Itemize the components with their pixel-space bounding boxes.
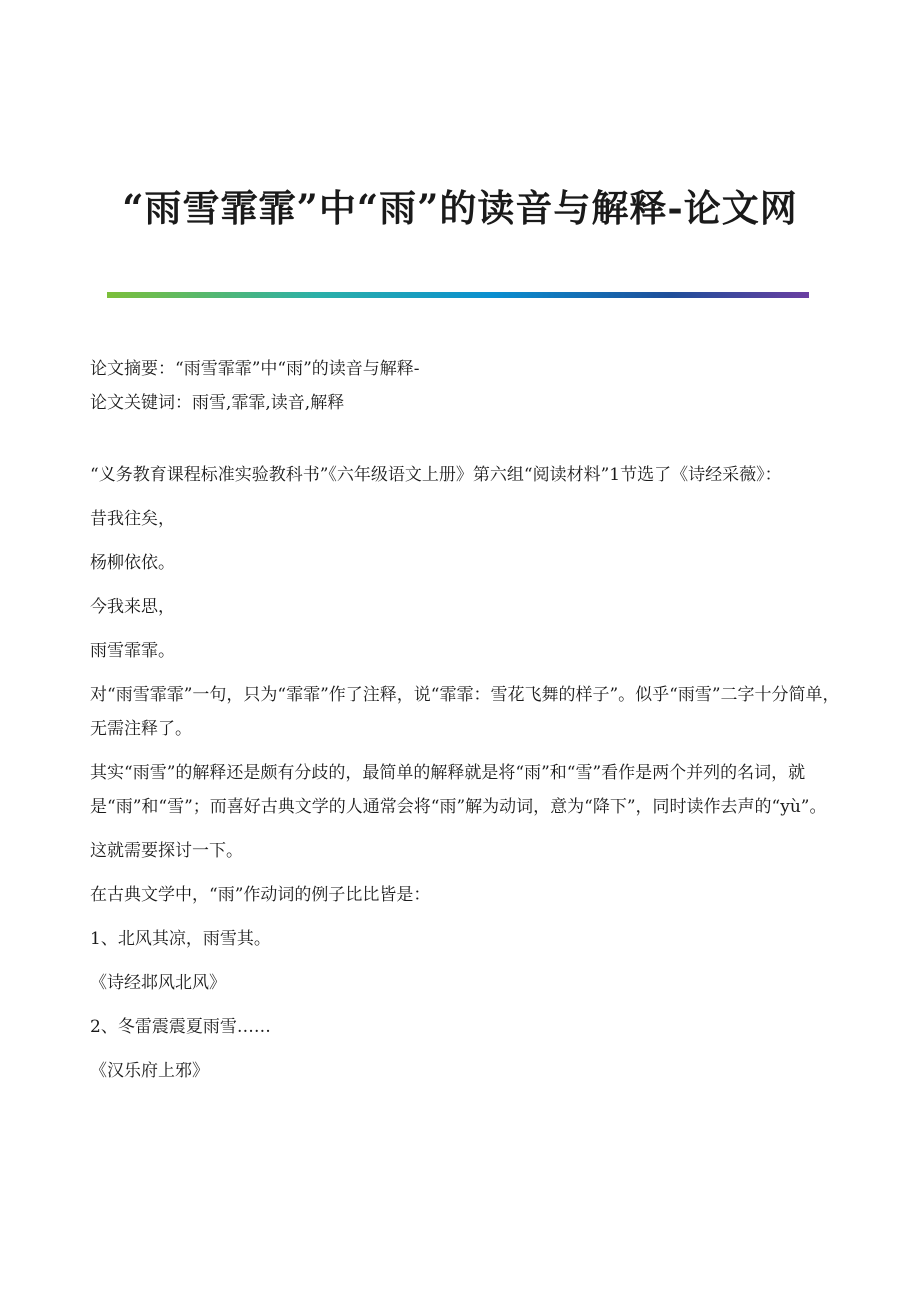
document-title: “雨雪霏霏”中“雨”的读音与解释-论文网 [122, 186, 798, 230]
paragraph-annotation: 对“雨雪霏霏”一句，只为“霏霏”作了注释，说“霏霏：雪花飞舞的样子”。似乎“雨雪”二字十分简单，无需注释了。 [90, 685, 840, 739]
poem-line-2: 杨柳依依。 [90, 553, 175, 573]
document-body [90, 352, 842, 1088]
abstract-line: 论文摘要：“雨雪霏霏”中“雨”的读音与解释- [90, 359, 420, 379]
title-divider [107, 292, 809, 298]
example-2-source: 《汉乐府上邪》 [90, 1061, 209, 1081]
poem-line-4: 雨雪霏霏。 [90, 641, 175, 661]
example-1-source: 《诗经邶风北风》 [90, 973, 226, 993]
example-2: 2、冬雷震震夏雨雪…… [90, 1017, 271, 1037]
paragraph-interpretation: 其实“雨雪”的解释还是颇有分歧的，最简单的解释就是将“雨”和“雪”看作是两个并列的名词，就是“雨”和“雪”；而喜好古典文学的人通常会将“雨”解为动词，意为“降下”，同时读作去声的“yù”。 [90, 763, 827, 817]
keywords-line: 论文关键词：雨雪,霏霏,读音,解释 [90, 393, 345, 413]
paragraph-intro: “义务教育课程标准实验教科书”《六年级语文上册》第六组“阅读材料”1节选了《诗经采薇》： [90, 465, 782, 485]
poem-line-1: 昔我往矣， [90, 509, 175, 529]
paragraph-examples-intro: 在古典文学中，“雨”作动词的例子比比皆是： [90, 885, 431, 905]
paragraph-discuss: 这就需要探讨一下。 [90, 841, 243, 861]
example-1: 1、北风其凉，雨雪其。 [90, 929, 271, 949]
poem-line-3: 今我来思， [90, 597, 175, 617]
